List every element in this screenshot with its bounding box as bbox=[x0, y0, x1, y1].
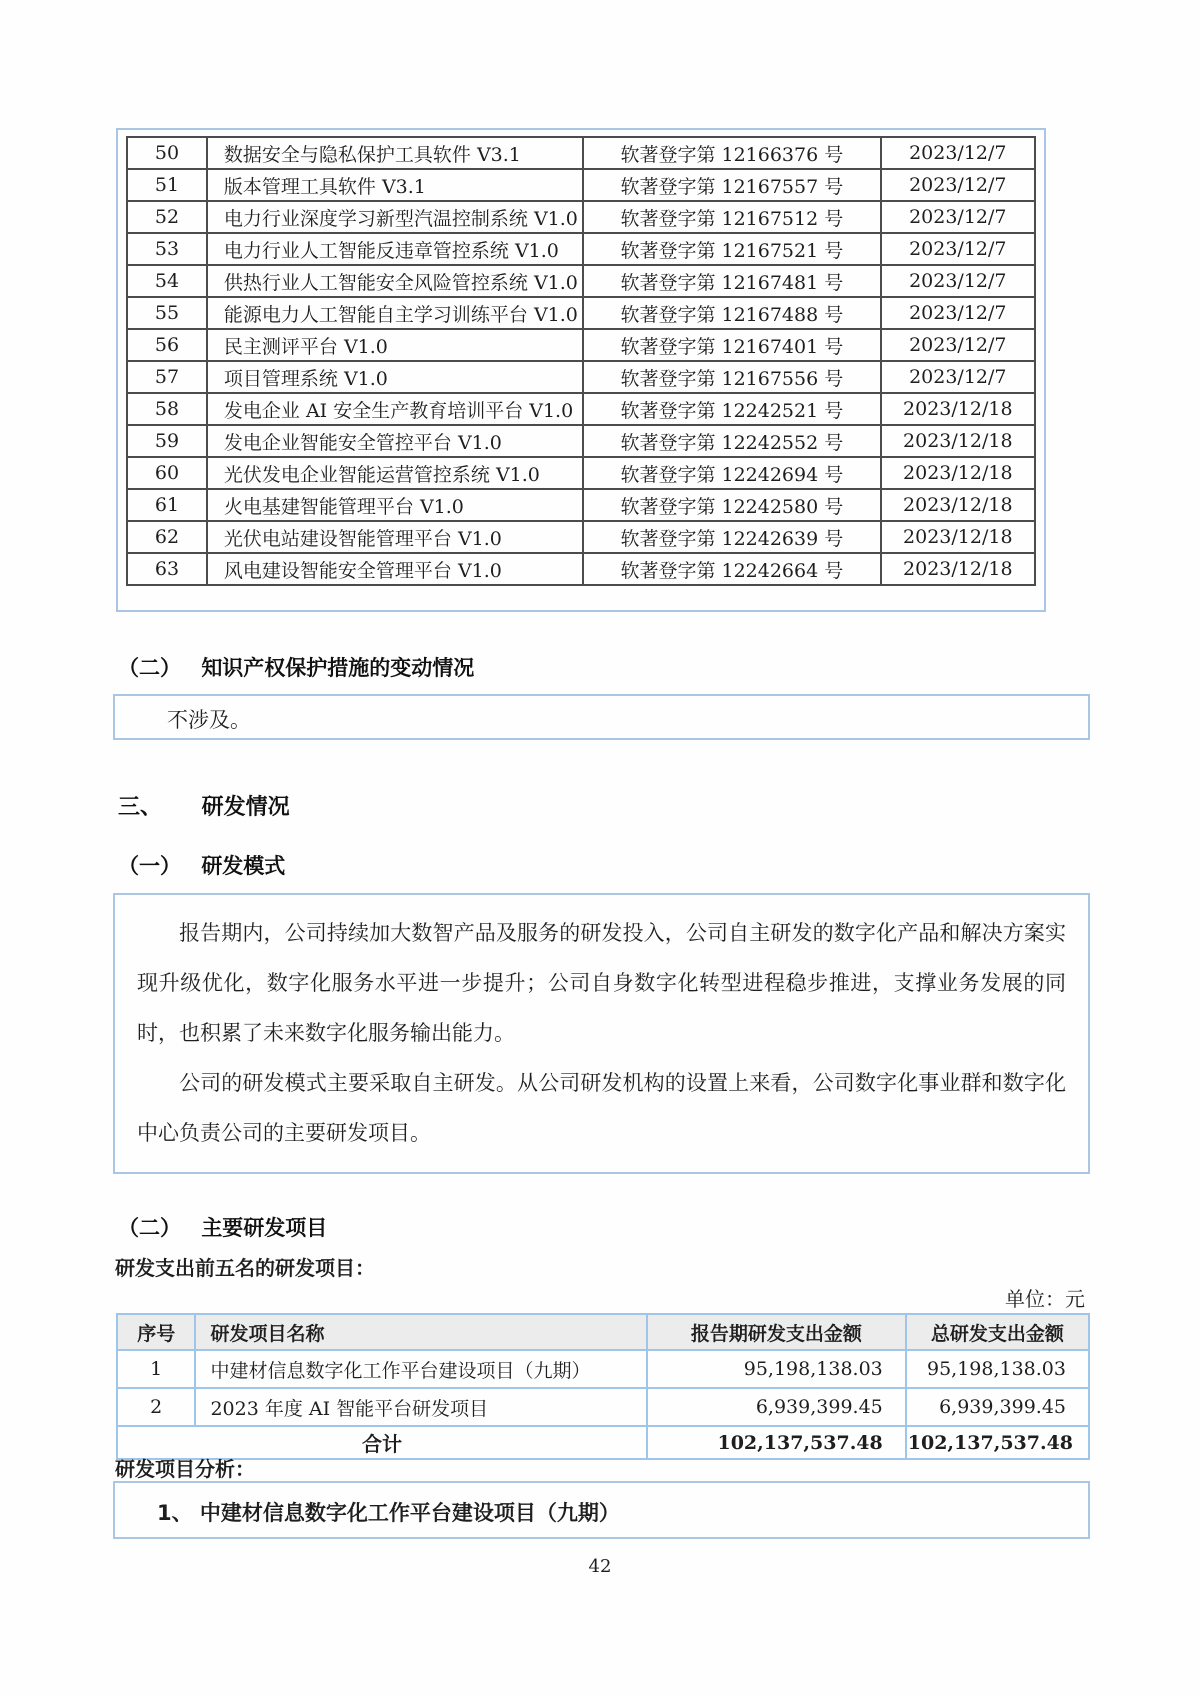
cell-software-name: 项目管理系统 V1.0 bbox=[207, 361, 583, 393]
cell-period-expenditure: 95,198,138.03 bbox=[647, 1350, 906, 1388]
section-number: （二） bbox=[118, 1216, 181, 1240]
cell-software-name: 风电建设智能安全管理平台 V1.0 bbox=[207, 553, 583, 585]
cell-registration-date: 2023/12/18 bbox=[881, 553, 1035, 585]
cell-registration-date: 2023/12/18 bbox=[881, 489, 1035, 521]
table-row bbox=[127, 393, 1035, 425]
cell-registration-number: 软著登字第 12242521 号 bbox=[583, 393, 880, 425]
table-row bbox=[127, 553, 1035, 585]
cell-registration-date: 2023/12/18 bbox=[881, 457, 1035, 489]
cell-software-name: 版本管理工具软件 V3.1 bbox=[207, 169, 583, 201]
cell-registration-number: 软著登字第 12242664 号 bbox=[583, 553, 880, 585]
total-row bbox=[117, 1426, 1089, 1459]
cell-period-expenditure: 6,939,399.45 bbox=[647, 1388, 906, 1426]
cell-software-name: 发电企业 AI 安全生产教育培训平台 V1.0 bbox=[207, 393, 583, 425]
cell-index: 58 bbox=[127, 393, 207, 425]
ip-change-text: 不涉及。 bbox=[167, 708, 251, 732]
cell-registration-date: 2023/12/18 bbox=[881, 425, 1035, 457]
table-row bbox=[127, 361, 1035, 393]
cell-registration-date: 2023/12/7 bbox=[881, 233, 1035, 265]
cell-registration-number: 软著登字第 12166376 号 bbox=[583, 137, 880, 169]
cell-registration-number: 软著登字第 12167557 号 bbox=[583, 169, 880, 201]
cell-software-name: 光伏电站建设智能管理平台 V1.0 bbox=[207, 521, 583, 553]
cell-registration-number: 软著登字第 12242580 号 bbox=[583, 489, 880, 521]
cell-index: 61 bbox=[127, 489, 207, 521]
cell-total-expenditure: 6,939,399.45 bbox=[906, 1388, 1089, 1426]
cell-total-label: 合计 bbox=[117, 1426, 647, 1459]
cell-registration-number: 软著登字第 12167512 号 bbox=[583, 201, 880, 233]
rd-mode-paragraph-2: 公司的研发模式主要采取自主研发。从公司研发机构的设置上来看，公司数字化事业群和数字化中心负责公司的主要研发项目。 bbox=[137, 1071, 1066, 1145]
analysis-item-title: 1、 中建材信息数字化工作平台建设项目（九期） bbox=[157, 1501, 620, 1525]
header-project-name: 研发项目名称 bbox=[195, 1314, 647, 1350]
cell-registration-number: 软著登字第 12167401 号 bbox=[583, 329, 880, 361]
section-number: （一） bbox=[118, 854, 181, 878]
cell-registration-date: 2023/12/7 bbox=[881, 297, 1035, 329]
table-row bbox=[127, 457, 1035, 489]
table-row bbox=[127, 521, 1035, 553]
cell-software-name: 光伏发电企业智能运营管控系统 V1.0 bbox=[207, 457, 583, 489]
analysis-item-box bbox=[113, 1481, 1090, 1539]
cell-index: 55 bbox=[127, 297, 207, 329]
cell-software-name: 电力行业人工智能反违章管控系统 V1.0 bbox=[207, 233, 583, 265]
cell-registration-number: 软著登字第 12167521 号 bbox=[583, 233, 880, 265]
cell-index: 51 bbox=[127, 169, 207, 201]
header-period-expenditure: 报告期研发支出金额 bbox=[647, 1314, 906, 1350]
table-row bbox=[127, 297, 1035, 329]
cell-software-name: 供热行业人工智能安全风险管控系统 V1.0 bbox=[207, 265, 583, 297]
section-title: 主要研发项目 bbox=[201, 1216, 328, 1240]
ip-change-content-box bbox=[113, 694, 1090, 740]
cell-total-total-expenditure: 102,137,537.48 bbox=[906, 1426, 1089, 1459]
table-row bbox=[127, 137, 1035, 169]
cell-registration-date: 2023/12/7 bbox=[881, 201, 1035, 233]
cell-software-name: 民主测评平台 V1.0 bbox=[207, 329, 583, 361]
cell-software-name: 火电基建智能管理平台 V1.0 bbox=[207, 489, 583, 521]
cell-software-name: 能源电力人工智能自主学习训练平台 V1.0 bbox=[207, 297, 583, 329]
cell-registration-date: 2023/12/18 bbox=[881, 393, 1035, 425]
cell-index: 52 bbox=[127, 201, 207, 233]
section-heading-rd bbox=[118, 790, 290, 821]
cell-index: 59 bbox=[127, 425, 207, 457]
cell-index: 60 bbox=[127, 457, 207, 489]
table-row bbox=[117, 1350, 1089, 1388]
section-number: （二） bbox=[118, 656, 181, 680]
cell-index: 62 bbox=[127, 521, 207, 553]
rd-mode-content-box bbox=[113, 893, 1090, 1174]
cell-registration-date: 2023/12/7 bbox=[881, 137, 1035, 169]
cell-index: 2 bbox=[117, 1388, 195, 1426]
section-heading-ip-protection-change bbox=[118, 652, 474, 682]
cell-index: 1 bbox=[117, 1350, 195, 1388]
page-number: 42 bbox=[588, 1556, 612, 1577]
cell-registration-date: 2023/12/7 bbox=[881, 169, 1035, 201]
table-row bbox=[127, 329, 1035, 361]
cell-index: 50 bbox=[127, 137, 207, 169]
unit-label: 单位：元 bbox=[1005, 1287, 1085, 1311]
header-index: 序号 bbox=[117, 1314, 195, 1350]
table-row bbox=[127, 169, 1035, 201]
cell-total-expenditure: 95,198,138.03 bbox=[906, 1350, 1089, 1388]
cell-registration-number: 软著登字第 12242552 号 bbox=[583, 425, 880, 457]
cell-registration-number: 软著登字第 12167488 号 bbox=[583, 297, 880, 329]
cell-registration-number: 软著登字第 12167481 号 bbox=[583, 265, 880, 297]
cell-registration-date: 2023/12/7 bbox=[881, 329, 1035, 361]
section-title: 研发模式 bbox=[201, 854, 286, 878]
cell-registration-number: 软著登字第 12242639 号 bbox=[583, 521, 880, 553]
cell-registration-date: 2023/12/7 bbox=[881, 361, 1035, 393]
cell-index: 53 bbox=[127, 233, 207, 265]
section-heading-rd-projects bbox=[118, 1212, 327, 1242]
copyright-table-body bbox=[127, 137, 1035, 585]
rd-table-footer bbox=[117, 1426, 1089, 1459]
header-total-expenditure: 总研发支出金额 bbox=[906, 1314, 1089, 1350]
header-row bbox=[117, 1314, 1089, 1350]
rd-top5-subtitle: 研发支出前五名的研发项目： bbox=[115, 1256, 375, 1280]
rd-mode-paragraph-1: 报告期内，公司持续加大数智产品及服务的研发投入，公司自主研发的数字化产品和解决方案实现升级优化，数字化服务水平进一步提升；公司自身数字化转型进程稳步推进，支撑业务发展的同时，也积累了未来数字化服务输出能力。 bbox=[137, 921, 1066, 1045]
rd-projects-table bbox=[116, 1313, 1090, 1460]
cell-registration-date: 2023/12/7 bbox=[881, 265, 1035, 297]
section-number: 三、 bbox=[118, 795, 163, 820]
cell-index: 54 bbox=[127, 265, 207, 297]
cell-index: 56 bbox=[127, 329, 207, 361]
cell-registration-date: 2023/12/18 bbox=[881, 521, 1035, 553]
analysis-label: 研发项目分析： bbox=[115, 1457, 255, 1481]
cell-software-name: 电力行业深度学习新型汽温控制系统 V1.0 bbox=[207, 201, 583, 233]
copyright-table-container bbox=[116, 128, 1046, 612]
table-row bbox=[117, 1388, 1089, 1426]
section-heading-rd-mode bbox=[118, 850, 285, 880]
table-row bbox=[127, 201, 1035, 233]
cell-project-name: 中建材信息数字化工作平台建设项目（九期） bbox=[195, 1350, 647, 1388]
rd-table-body bbox=[117, 1350, 1089, 1426]
cell-software-name: 发电企业智能安全管控平台 V1.0 bbox=[207, 425, 583, 457]
cell-registration-number: 软著登字第 12242694 号 bbox=[583, 457, 880, 489]
software-copyright-table bbox=[126, 136, 1036, 586]
cell-project-name: 2023 年度 AI 智能平台研发项目 bbox=[195, 1388, 647, 1426]
table-row bbox=[127, 265, 1035, 297]
cell-index: 57 bbox=[127, 361, 207, 393]
cell-total-period-expenditure: 102,137,537.48 bbox=[647, 1426, 906, 1459]
cell-index: 63 bbox=[127, 553, 207, 585]
table-row bbox=[127, 425, 1035, 457]
cell-software-name: 数据安全与隐私保护工具软件 V3.1 bbox=[207, 137, 583, 169]
section-title: 知识产权保护措施的变动情况 bbox=[201, 656, 475, 680]
table-row bbox=[127, 233, 1035, 265]
table-row bbox=[127, 489, 1035, 521]
cell-registration-number: 软著登字第 12167556 号 bbox=[583, 361, 880, 393]
rd-table-header bbox=[117, 1314, 1089, 1350]
section-title: 研发情况 bbox=[201, 795, 290, 820]
